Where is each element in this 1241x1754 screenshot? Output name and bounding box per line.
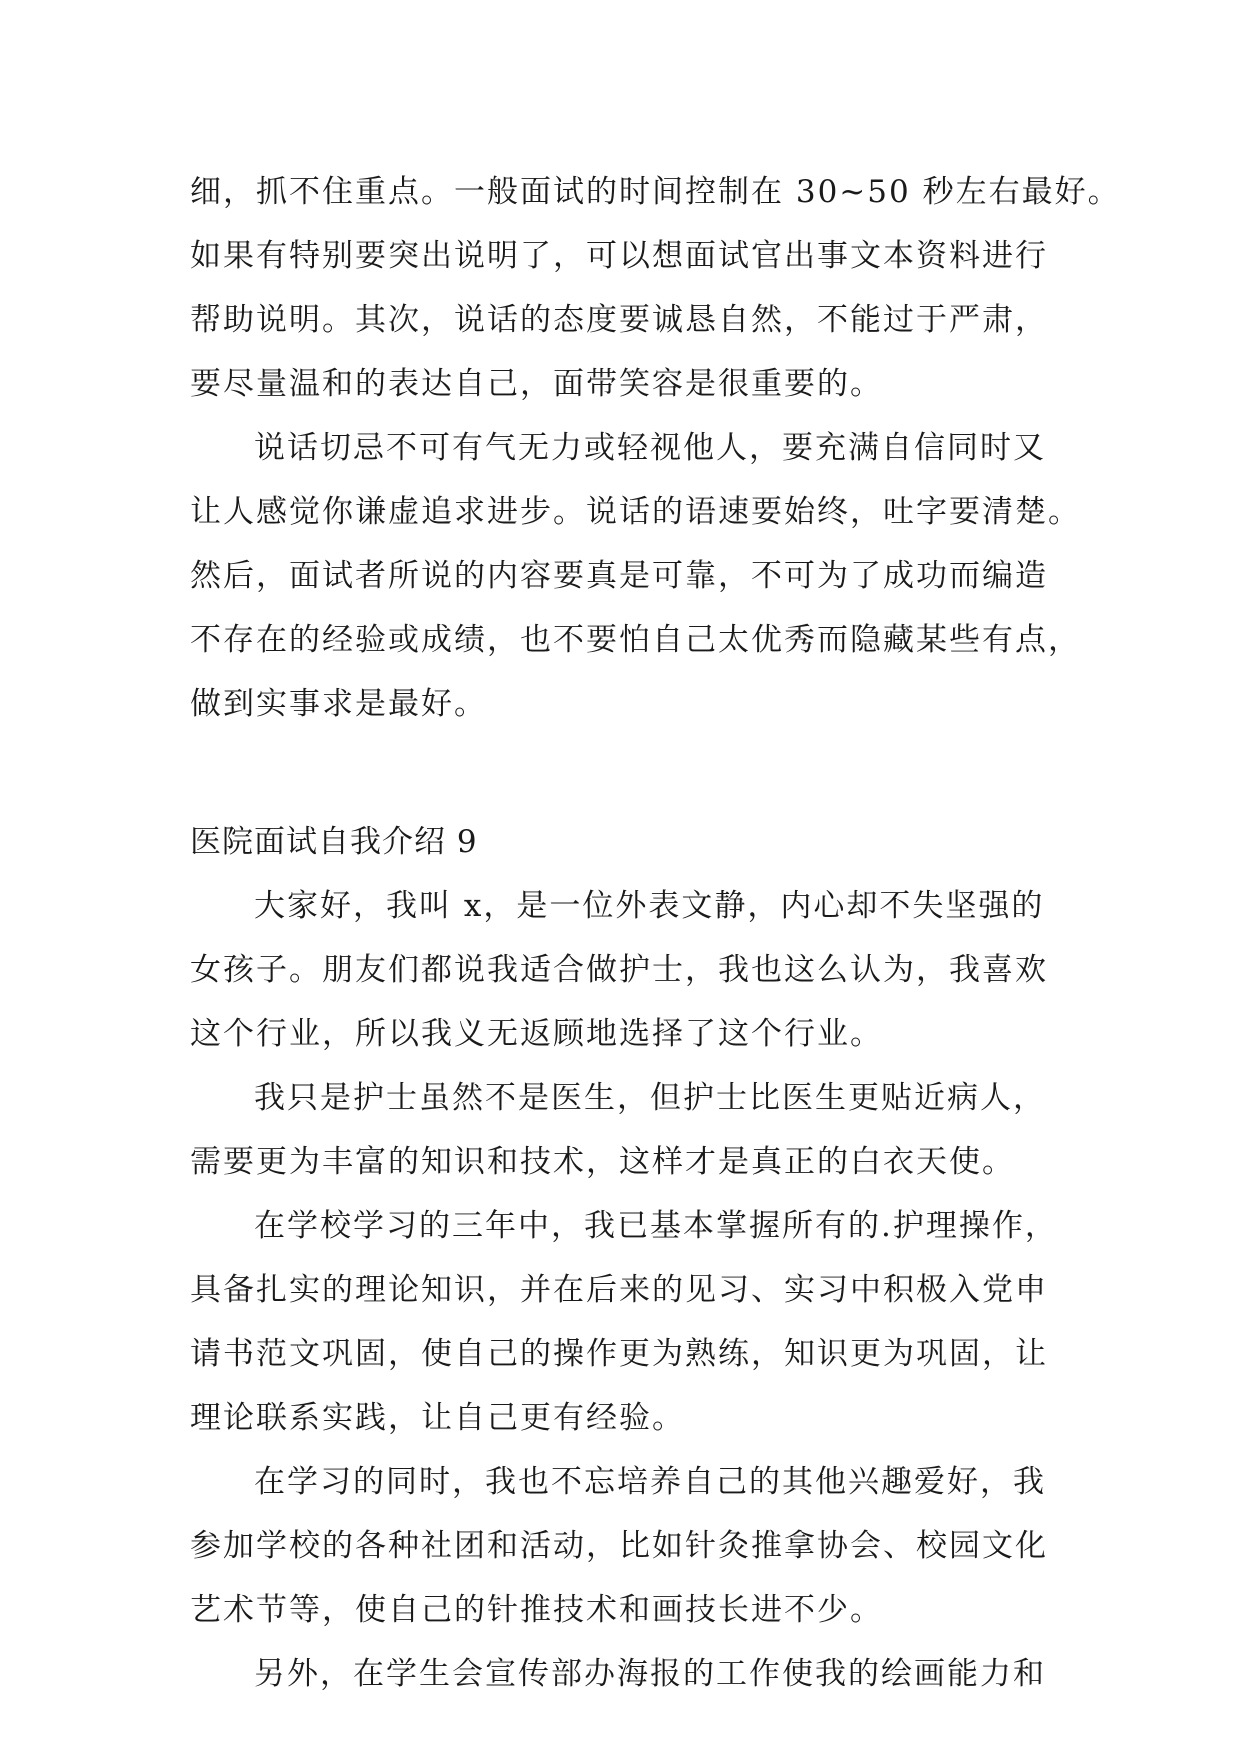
paragraph-line: 然后，面试者所说的内容要真是可靠，不可为了成功而编造: [190, 558, 1048, 594]
paragraph-line: 大家好，我叫 x，是一位外表文静，内心却不失坚强的: [254, 888, 1045, 924]
paragraph-line: 在学习的同时，我也不忘培养自己的其他兴趣爱好，我: [254, 1464, 1046, 1500]
section-hospital-interview-9: [190, 810, 1070, 1706]
paragraph-line: 请书范文巩固，使自己的操作更为熟练，知识更为巩固，让: [190, 1336, 1048, 1372]
section-heading: 医院面试自我介绍 9: [190, 824, 478, 860]
section-previous-continuation: [190, 160, 1121, 736]
paragraph-line: 如果有特别要突出说明了，可以想面试官出事文本资料进行: [190, 238, 1048, 274]
paragraph-line: 参加学校的各种社团和活动，比如针灸推拿协会、校园文化: [190, 1528, 1048, 1564]
paragraph-line: 要尽量温和的表达自己，面带笑容是很重要的。: [190, 366, 883, 402]
paragraph-line: 说话切忌不可有气无力或轻视他人，要充满自信同时又: [254, 430, 1046, 466]
section-spacer: [190, 736, 1070, 810]
paragraph-line: 细，抓不住重点。一般面试的时间控制在 30~50 秒左右最好。: [190, 174, 1121, 210]
paragraph-line: 做到实事求是最好。: [190, 686, 487, 722]
paragraph-line: 在学校学习的三年中，我已基本掌握所有的.护理操作，: [254, 1208, 1058, 1244]
paragraph-line: 具备扎实的理论知识，并在后来的见习、实习中积极入党申: [190, 1272, 1048, 1308]
paragraph-line: 女孩子。朋友们都说我适合做护士，我也这么认为，我喜欢: [190, 952, 1048, 988]
paragraph-line: 艺术节等，使自己的针推技术和画技长进不少。: [190, 1592, 883, 1628]
paragraph-line: 需要更为丰富的知识和技术，这样才是真正的白衣天使。: [190, 1144, 1015, 1180]
paragraph-line: 我只是护士虽然不是医生，但护士比医生更贴近病人，: [254, 1080, 1046, 1116]
document-body: [190, 160, 1121, 1706]
paragraph-line: 另外，在学生会宣传部办海报的工作使我的绘画能力和: [254, 1656, 1046, 1692]
paragraph-line: 理论联系实践，让自己更有经验。: [190, 1400, 685, 1436]
paragraph-line: 这个行业，所以我义无返顾地选择了这个行业。: [190, 1016, 883, 1052]
paragraph-line: 帮助说明。其次，说话的态度要诚恳自然，不能过于严肃，: [190, 302, 1048, 338]
paragraph-line: 不存在的经验或成绩，也不要怕自己太优秀而隐藏某些有点，: [190, 622, 1081, 658]
paragraph-line: 让人感觉你谦虚追求进步。说话的语速要始终，吐字要清楚。: [190, 494, 1081, 530]
